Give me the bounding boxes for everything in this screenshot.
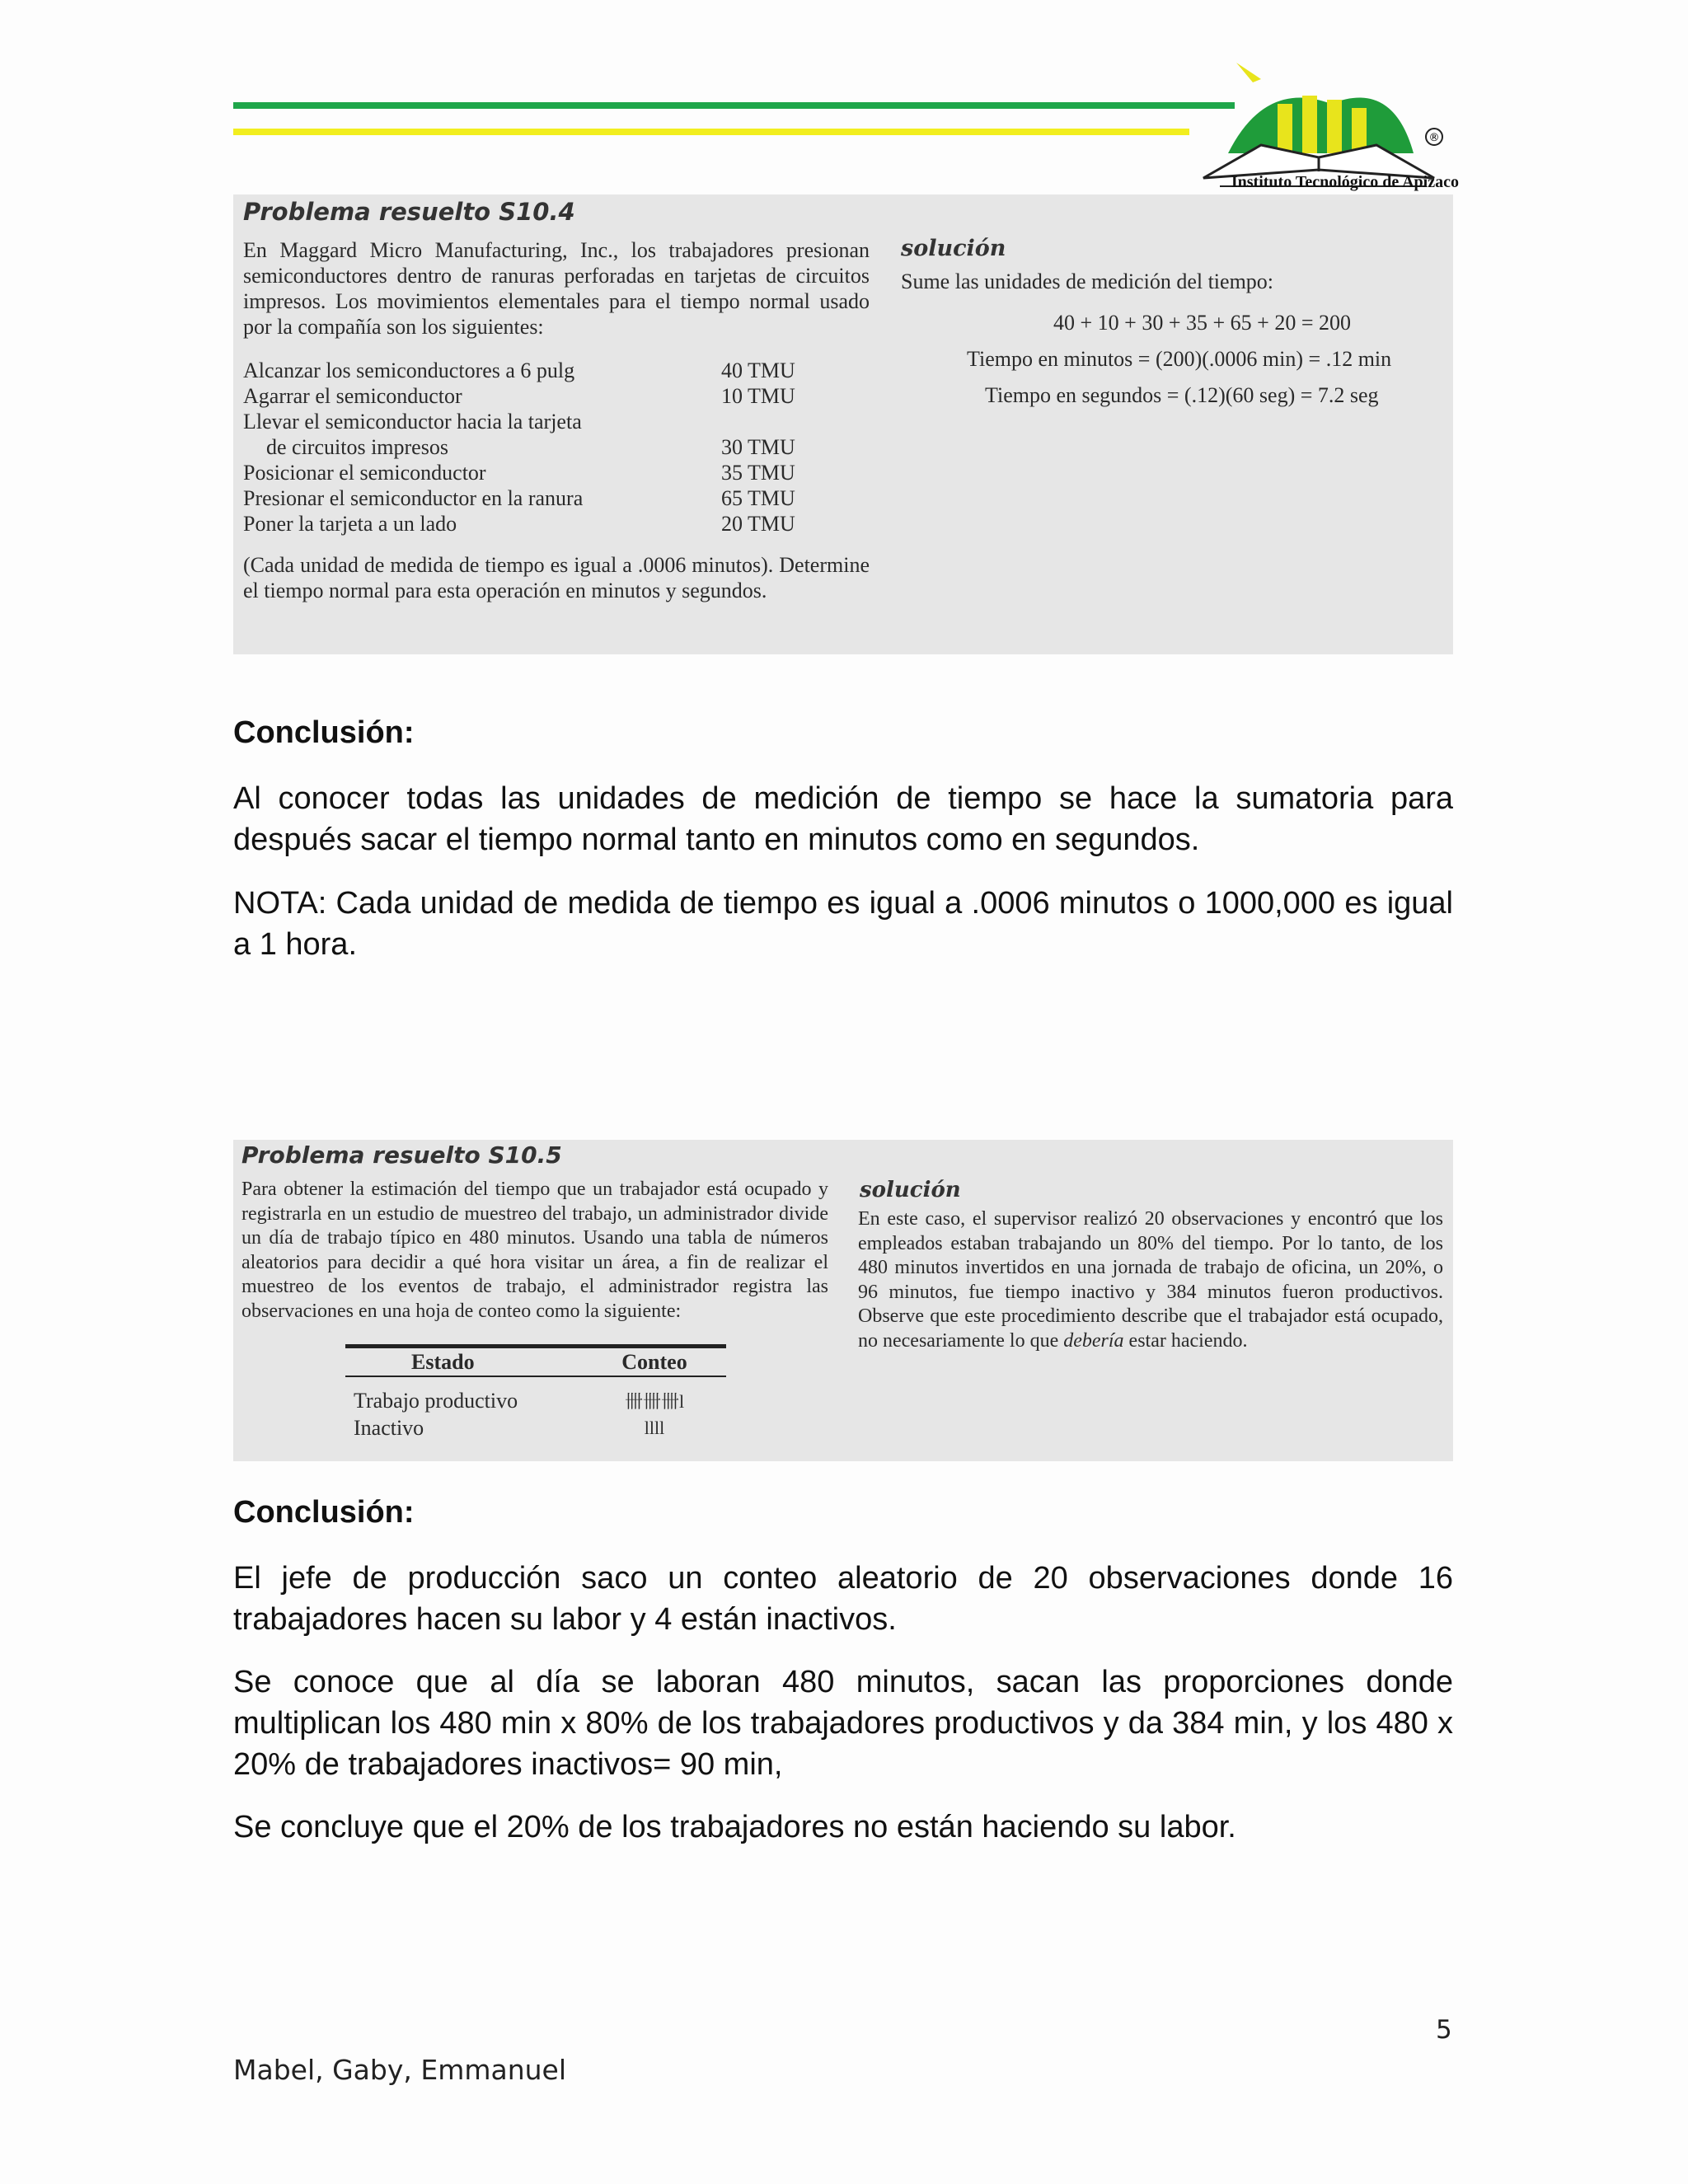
solution-title: solución (860, 1178, 961, 1202)
problem-title: Problema resuelto S10.4 (243, 198, 575, 226)
step-label: Agarrar el semiconductor (243, 384, 462, 408)
conteo-cell: llll (644, 1417, 665, 1438)
solution-text-end: estar haciendo. (1123, 1329, 1248, 1352)
problem-title: Problema resuelto S10.5 (241, 1141, 562, 1169)
problem-box-s10-5 (233, 1140, 1453, 1461)
table-header-row (345, 1348, 726, 1376)
conclusion-paragraph: El jefe de producción saco un conteo aleatorio de 20 observaciones donde 16 trabajadores hacen su labor y 4 están inactivos. (233, 1561, 1453, 1637)
step-value: 20 TMU (721, 512, 795, 536)
step-value: 35 TMU (721, 461, 795, 485)
step-label: Presionar el semiconductor en la ranura (243, 486, 584, 510)
note-paragraph: NOTA: Cada unidad de medida de tiempo es igual a .0006 minutos o 1000,000 es igual a 1 hora. (233, 886, 1453, 962)
step-label: Llevar el semiconductor hacia la tarjeta (243, 410, 582, 434)
table-row (345, 1414, 726, 1441)
steps-list (243, 358, 870, 537)
conteo-cell: 卌卌卌l (624, 1391, 685, 1412)
step-value: 10 TMU (721, 384, 795, 408)
step-row (243, 485, 870, 511)
problem-box-s10-4 (233, 194, 1453, 654)
solution-minutes-equation: Tiempo en minutos = (200)(.0006 min) = .12 min (967, 347, 1392, 371)
step-label: de circuitos impresos (266, 435, 448, 459)
step-label: Posicionar el semiconductor (243, 461, 486, 485)
institute-name: Instituto Tecnológico de Apizaco (1231, 173, 1459, 191)
header-estado: Estado (411, 1349, 475, 1374)
solution-sum-equation: 40 + 10 + 30 + 35 + 65 + 20 = 200 (1053, 311, 1351, 335)
step-value: 30 TMU (721, 435, 795, 459)
conclusion-heading: Conclusión: (233, 1495, 415, 1530)
step-label: Alcanzar los semiconductores a 6 pulg (243, 359, 575, 382)
step-row (243, 409, 870, 434)
step-row (243, 511, 870, 537)
step-value: 40 TMU (721, 359, 795, 382)
conclusion-paragraph: Se conoce que al día se laboran 480 minutos, sacan las proporciones donde multiplican los 480 min x 80% de los trabajadores productivos y da 384 min, y los 480 x 20% de trabajadores inactivos= 90 min, (233, 1665, 1453, 1782)
conclusion-paragraph: Al conocer todas las unidades de medición de tiempo se hace la sumatoria para después sacar el tiempo normal tanto en minutos como en segundos. (233, 781, 1453, 857)
step-row (243, 383, 870, 409)
solution-seconds-equation: Tiempo en segundos = (.12)(60 seg) = 7.2 seg (985, 383, 1379, 407)
table-row (345, 1387, 726, 1414)
header-green-line (233, 102, 1235, 109)
header-conteo: Conteo (621, 1349, 687, 1374)
solution-text-main: En este caso, el supervisor realizó 20 observaciones y encontró que los empleados estaban trabajando un 80% del tiempo. Por lo tanto, de los 480 minutos invertidos en una jornada de trabajo de oficina, un 20%, o 96 minutos, fue tiempo inactivo y 384 minutos fueron productivos. Observe que este procedimiento describe que el trabajador está ocupado, no necesariamente lo que (858, 1208, 1443, 1352)
problem-note: (Cada unidad de medida de tiempo es igual a .0006 minutos). Determine el tiempo normal para esta operación en minutos y segundos. (243, 553, 870, 602)
problem-statement: Para obtener la estimación del tiempo que un trabajador está ocupado y registrarla en un estudio de muestreo del trabajo, un administrador divide un día de trabajo típico en 480 minutos. Usando una tabla de números aleatorios para decidir a qué hora visitar un área, a fin de realizar el muestreo de los eventos de trabajo, el administrador registra las observaciones en una hoja de conteo como la siguiente: (241, 1179, 828, 1322)
step-row (243, 434, 870, 460)
header-yellow-line (233, 129, 1189, 135)
solution-intro: Sume las unidades de medición del tiempo: (901, 269, 1274, 293)
solution-title: solución (901, 236, 1006, 261)
conclusion-heading: Conclusión: (233, 715, 415, 750)
footer-authors: Mabel, Gaby, Emmanuel (233, 2054, 567, 2086)
conclusion-paragraph: Se concluye que el 20% de los trabajadores no están haciendo su labor. (233, 1810, 1236, 1844)
estado-cell: Trabajo productivo (354, 1388, 518, 1413)
step-row (243, 460, 870, 485)
page-number: 5 (1436, 2015, 1452, 2045)
estado-cell: Inactivo (354, 1415, 424, 1440)
solution-text-emphasis: debería (1063, 1329, 1124, 1352)
step-row (243, 358, 870, 383)
registered-mark: ® (1428, 132, 1440, 144)
step-value: 65 TMU (721, 486, 795, 510)
step-label: Poner la tarjeta a un lado (243, 512, 457, 536)
solution-text (858, 1207, 1443, 1353)
problem-statement: En Maggard Micro Manufacturing, Inc., los trabajadores presionan semiconductores dentro de ranuras perforadas en tarjetas de circuitos impresos. Los movimientos elementales para el tiempo normal usado por la compañía son los siguientes: (243, 238, 870, 339)
tally-table (345, 1344, 726, 1441)
